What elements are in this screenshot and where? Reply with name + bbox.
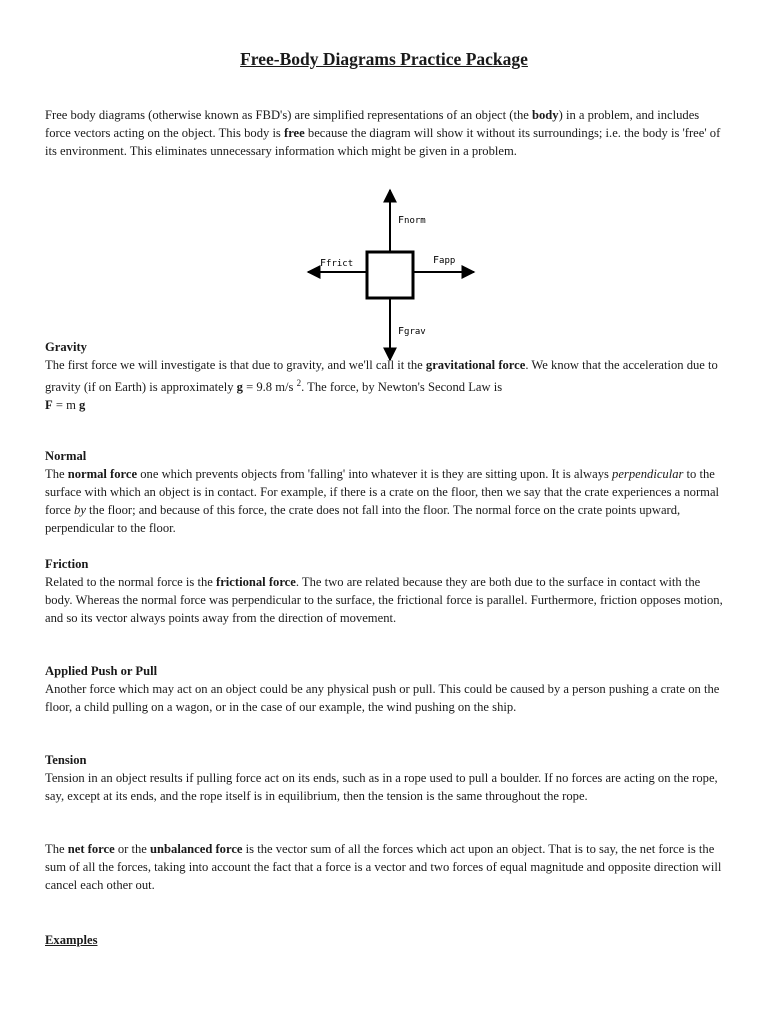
- gravity-heading: Gravity: [45, 340, 87, 354]
- page-title: Free-Body Diagrams Practice Package: [240, 49, 528, 69]
- examples-heading: Examples: [45, 933, 98, 947]
- normal-heading: Normal: [45, 449, 87, 463]
- applied-heading: Applied Push or Pull: [45, 664, 158, 678]
- f-app-label: Fapp: [433, 255, 456, 266]
- friction-heading: Friction: [45, 557, 89, 571]
- f-grav-label: Fgrav: [398, 326, 426, 337]
- crate-box: [367, 252, 413, 298]
- normal-section: Normal The normal force one which prevents objects from 'falling' into whatever it is they are sitting upon. It is always perpendicular to the surface with which an object is in contact. For example, if there is a crate on the floor, then we say that the crate experiences a normal force by the floor; and because of this force, the crate does not fall into the floor. The normal force on the crate points upward, perpendicular to the floor.: [45, 447, 725, 537]
- intro-paragraph: Free body diagrams (otherwise known as FBD's) are simplified representations of an object (the body) in a problem, and includes force vectors acting on the object. This body is free because the diagram will show it without its surroundings; i.e. the body is 'free' of its environment. This eliminates unnecessary information which might be given in a problem.: [45, 108, 721, 158]
- f-frict-label: Ffrict: [320, 258, 354, 269]
- tension-section: Tension Tension in an object results if pulling force act on its ends, such as in a rope used to pull a boulder. If no forces are acting on the rope, say, except at its ends, and the rope itself is in equilibrium, then the tension is the same throughout the rope.: [45, 751, 725, 805]
- friction-section: Friction Related to the normal force is the frictional force. The two are related because they are both due to the surface in contact with the body. Whereas the normal force was perpendicular to the surface, the frictional force is parallel. Furthermore, friction opposes motion, and so its vector always points away from the direction of movement.: [45, 555, 725, 627]
- gravity-section: Gravity The first force we will investigate is that due to gravity, and we'll call it the gravitational force. We know that the acceleration due to gravity (if on Earth) is approximately g = 9.8 m/s $^2$. The force, by Newton's Second Law is F = m g: [45, 338, 725, 414]
- tension-heading: Tension: [45, 753, 87, 767]
- net-force-paragraph: The net force or the unbalanced force is the vector sum of all the forces which act upon an object. That is to say, the net force is the sum of all the forces, taking into account the fact that a force is a vector and two forces of equal magnitude and opposite direction will cancel each other out.: [45, 842, 722, 892]
- f-norm-label: Fnorm: [398, 215, 426, 226]
- applied-section: Applied Push or Pull Another force which may act on an object could be any physical push or pull. This could be caused by a person pushing a crate on the floor, a child pulling on a wagon, or in the case of our example, the wind pushing on the ship.: [45, 662, 725, 716]
